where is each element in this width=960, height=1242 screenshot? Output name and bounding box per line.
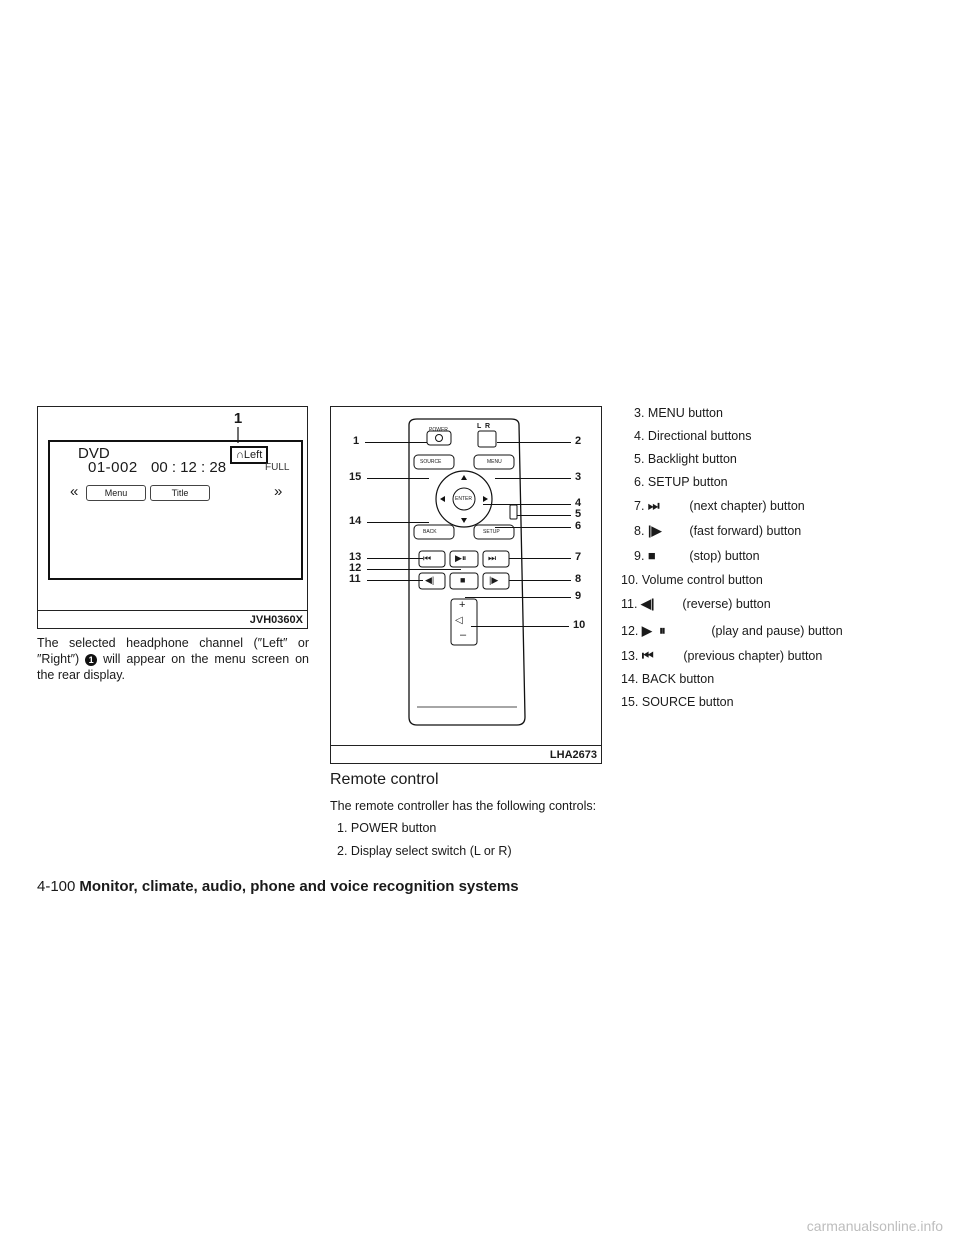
leader-12 <box>367 569 461 570</box>
list-item <box>337 820 436 836</box>
item-text: (reverse) button <box>682 597 771 611</box>
figure-remote-control <box>330 406 602 764</box>
caption-paragraph <box>37 635 309 683</box>
callout-1: 1 <box>353 435 360 447</box>
leader-15 <box>367 478 429 479</box>
callout-13: 13 <box>349 551 362 563</box>
callout-3: 3 <box>575 471 582 483</box>
list-item <box>621 694 734 710</box>
item-text: (next chapter) button <box>689 499 805 513</box>
power-button-shape <box>427 431 451 445</box>
chapter-title: Monitor, climate, audio, phone and voice recognition systems <box>79 878 519 895</box>
leader-9 <box>465 597 571 598</box>
item-text: (play and pause) button <box>711 624 843 638</box>
item-text: SETUP button <box>647 475 728 489</box>
item-number: 2. <box>337 844 348 858</box>
callout-7: 7 <box>575 551 582 563</box>
leader-8 <box>509 580 571 581</box>
leader-2 <box>497 442 571 443</box>
list-item <box>634 548 760 564</box>
source-label: DVD <box>78 445 110 462</box>
caption-text-end: will appear on the menu screen on the rear display. <box>37 652 309 682</box>
fast-forward-icon: |▶ <box>489 575 499 585</box>
display-mode-label: FULL <box>265 462 290 473</box>
item-number: 9. <box>634 549 645 563</box>
channel-label: Left <box>243 449 263 461</box>
volume-plus-icon: + <box>459 599 466 611</box>
item-number: 15. <box>621 695 639 709</box>
reverse-icon: ◀| <box>425 575 435 585</box>
figure-rear-display <box>37 406 308 629</box>
callout-5: 5 <box>575 508 582 520</box>
rear-display-screen <box>48 440 303 580</box>
headphone-icon: ∩ <box>236 449 244 461</box>
callout-10: 10 <box>573 619 586 631</box>
item-text: (stop) button <box>689 549 760 563</box>
next-chapter-icon: ⏭ <box>488 553 497 563</box>
item-text: Volume control button <box>641 573 763 587</box>
list-item <box>337 843 512 859</box>
leader-7 <box>509 558 571 559</box>
watermark: carmanualsonline.info <box>806 1218 943 1234</box>
item-number: 14. <box>621 672 639 686</box>
list-item <box>634 474 728 490</box>
leader-4 <box>483 504 571 505</box>
elapsed-time: 00 : 12 : 28 <box>151 459 227 476</box>
play-pause-icon: ▶⏸ <box>455 553 467 563</box>
power-label: POWER <box>429 427 448 433</box>
section-heading: Remote control <box>330 771 439 788</box>
item-text: Directional buttons <box>647 429 752 443</box>
leader-5 <box>517 515 571 516</box>
source-button-label: SOURCE <box>420 459 442 465</box>
stop-icon: ■ <box>460 575 466 585</box>
prev-chapter-icon: ⏮ <box>423 553 432 563</box>
item-number: 7. <box>634 499 645 513</box>
list-item <box>621 572 763 588</box>
reverse-icon: ◀| <box>640 596 655 611</box>
volume-minus-icon: – <box>460 629 467 641</box>
callout-14: 14 <box>349 515 362 527</box>
list-item <box>634 405 723 421</box>
list-item <box>621 671 714 687</box>
leader-14 <box>367 522 429 523</box>
list-item <box>634 428 751 444</box>
callout-number: 1 <box>229 410 247 428</box>
callout-12: 12 <box>349 562 362 574</box>
title-button: Title <box>150 485 210 501</box>
leader-1 <box>365 442 427 443</box>
item-number: 11. <box>621 597 638 611</box>
speaker-icon: ◁ <box>455 615 463 626</box>
lr-label: L R <box>477 423 491 430</box>
list-item <box>621 623 843 639</box>
chevron-left-icon: « <box>70 483 79 500</box>
page-number: 4-100 <box>37 878 76 895</box>
item-text: BACK button <box>641 672 715 686</box>
item-number: 12. <box>621 624 639 638</box>
previous-chapter-icon: ⏮ <box>641 648 654 663</box>
figure-code: JVH0360X <box>249 614 303 626</box>
callout-15: 15 <box>349 471 362 483</box>
callout-11: 11 <box>349 573 361 585</box>
fast-forward-icon: |▶ <box>647 523 662 538</box>
item-text: Backlight button <box>647 452 737 466</box>
list-item <box>621 648 822 664</box>
callout-2: 2 <box>575 435 582 447</box>
item-number: 8. <box>634 524 645 538</box>
callout-6: 6 <box>575 520 582 532</box>
figure-code: LHA2673 <box>549 749 597 761</box>
item-number: 1. <box>337 821 348 835</box>
chevron-right-icon: » <box>274 483 283 500</box>
menu-button: Menu <box>86 485 146 501</box>
menu-button-label: MENU <box>487 459 502 465</box>
leader-6 <box>495 527 571 528</box>
list-item <box>621 596 771 612</box>
figure-divider <box>38 610 307 611</box>
headphone-channel-indicator <box>230 446 268 464</box>
item-text: (previous chapter) button <box>683 649 823 663</box>
item-number: 10. <box>621 573 639 587</box>
section-intro: The remote controller has the following controls: <box>330 799 597 813</box>
caption-text-start: The selected headphone channel (″Left″ or ″Right″) <box>37 636 309 666</box>
page-footer <box>37 878 519 895</box>
list-item <box>634 451 737 467</box>
leader-11 <box>367 580 423 581</box>
next-chapter-icon: ⏭ <box>647 498 660 513</box>
leader-10 <box>471 626 569 627</box>
setup-button-label: SETUP <box>483 529 500 535</box>
item-text: MENU button <box>647 406 723 420</box>
callout-marker: 1 <box>85 654 97 666</box>
leader-13 <box>367 558 423 559</box>
back-button-label: BACK <box>423 529 437 535</box>
stop-icon: ■ <box>647 548 656 563</box>
enter-button-label: ENTER <box>455 496 472 502</box>
remote-illustration <box>331 407 601 747</box>
callout-9: 9 <box>575 590 582 602</box>
item-text: SOURCE button <box>641 695 734 709</box>
list-item <box>634 498 805 514</box>
figure-divider <box>331 745 601 746</box>
item-number: 6. <box>634 475 645 489</box>
item-text: POWER button <box>350 821 437 835</box>
track-number: 01-002 <box>88 459 138 476</box>
play-pause-icon: ▶ ⏸ <box>641 623 666 638</box>
item-number: 13. <box>621 649 639 663</box>
leader-3 <box>495 478 571 479</box>
item-number: 3. <box>634 406 645 420</box>
callout-4: 4 <box>575 497 582 509</box>
callout-8: 8 <box>575 573 582 585</box>
item-text: (fast forward) button <box>689 524 802 538</box>
item-text: Display select switch (L or R) <box>350 844 512 858</box>
item-number: 5. <box>634 452 645 466</box>
list-item <box>634 523 801 539</box>
item-number: 4. <box>634 429 645 443</box>
